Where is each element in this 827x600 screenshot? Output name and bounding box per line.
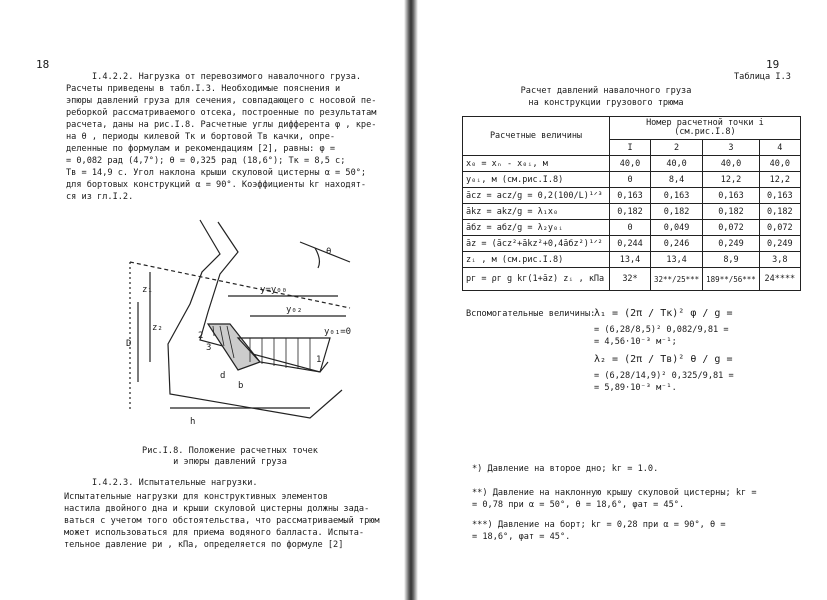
header-group-line: (см.рис.I.8) — [674, 127, 736, 137]
calculation-table — [462, 116, 801, 291]
table-row — [463, 188, 801, 204]
label-z2: z₂ — [152, 323, 163, 333]
table-cell: 0,163 — [651, 188, 703, 204]
row-label: āz = (ācz²+ākz²+0,4āбz²)¹ᐟ² — [463, 236, 610, 252]
table-cell: 40,0 — [759, 156, 800, 172]
paragraph-line: эпюры давлений груза для сечения, совпадающего с носовой пе- — [66, 96, 377, 106]
row-label: ācz = acz/g = 0,2(100/L)¹ᐟ³ — [463, 188, 610, 204]
label-h: h — [190, 417, 196, 427]
table-cell: 0,163 — [610, 188, 651, 204]
left-page — [0, 0, 412, 600]
table-cell: 0,249 — [703, 236, 760, 252]
aux-heading: Вспомогательные величины: — [466, 309, 596, 319]
table-cell: 12,2 — [759, 172, 800, 188]
table-cell: 0,182 — [651, 204, 703, 220]
table-cell: 0,244 — [610, 236, 651, 252]
table-row — [463, 220, 801, 236]
header-left: Расчетные величины — [463, 117, 610, 156]
aux-formula: = (6,28/8,5)² 0,082/9,81 = — [594, 325, 729, 335]
table-title-line: на конструкции грузового трюма — [528, 98, 684, 108]
table-cell: 32**/25*** — [651, 268, 703, 291]
theta-arc — [315, 248, 319, 268]
table-cell: 0 — [610, 172, 651, 188]
table-cell: 0,072 — [703, 220, 760, 236]
column-header: 3 — [703, 140, 760, 156]
table-cell: 0,182 — [759, 204, 800, 220]
section-heading: I.4.2.2. Нагрузка от перевозимого навалочного груза. — [92, 72, 362, 82]
theta-reference-line — [300, 242, 350, 262]
label-point-2: 2 — [198, 331, 204, 341]
table-cell: 13,4 — [651, 252, 703, 268]
table-row — [463, 252, 801, 268]
paragraph-line: Расчеты приведены в табл.I.3. Необходимые пояснения и — [66, 84, 341, 94]
table-cell: 32* — [610, 268, 651, 291]
table-row — [463, 156, 801, 172]
footnote: *) Давление на второе дно; kг = 1.0. — [472, 464, 659, 474]
footnote: = 18,6°, φат = 45°. — [472, 532, 571, 542]
table-cell: 8,4 — [651, 172, 703, 188]
paragraph-line: деленные по формулам и рекомендациям [2], равны: φ = — [66, 144, 336, 154]
right-page — [416, 0, 827, 600]
footnote: ***) Давление на борт; kг = 0,28 при α = 90°, θ = — [472, 520, 726, 530]
table-cell: 0,182 — [703, 204, 760, 220]
figure-pressure-diagram — [110, 212, 370, 434]
aux-formula: λ₁ = (2π / Tк)² φ / g = — [594, 308, 733, 319]
table-title-line: Расчет давлений навалочного груза — [520, 86, 692, 96]
figure-caption-line: и эпюры давлений груза — [173, 457, 287, 467]
aux-formula: λ₂ = (2π / Tв)² θ / g = — [594, 354, 733, 365]
paragraph-line: настила двойного дна и крыши скуловой цистерны должны зада- — [64, 504, 370, 514]
table-cell: 0,249 — [759, 236, 800, 252]
paragraph-line: Испытательные нагрузки для конструктивных элементов — [64, 492, 328, 502]
table-header-row — [463, 117, 801, 140]
label-z1: z₁ — [142, 285, 153, 295]
table-label: Таблица I.3 — [734, 72, 791, 82]
table-cell: 12,2 — [703, 172, 760, 188]
page-number-right: 19 — [766, 58, 780, 71]
table-cell: 0,246 — [651, 236, 703, 252]
paragraph-line: для бортовых конструкций α = 90°. Коэффициенты kг находят- — [66, 180, 367, 190]
table-cell: 40,0 — [651, 156, 703, 172]
table-cell: 8,9 — [703, 252, 760, 268]
paragraph-line: ваться с учетом того обстоятельства, что рассматриваемый трюм — [64, 516, 380, 526]
cargo-surface-line — [130, 262, 350, 308]
label-y02: y₀₂ — [286, 305, 303, 315]
label-D: D — [126, 339, 132, 349]
row-label: ākz = akz/g = λ₁x₀ — [463, 204, 610, 220]
label-y01: y₀₁=0 — [324, 327, 352, 337]
table-cell: 0,163 — [703, 188, 760, 204]
paragraph-line: может использоваться для приема водяного балласта. Испыта- — [64, 528, 365, 538]
column-header: I — [610, 140, 651, 156]
footnote: = 0,78 при α = 50°, θ = 18,6°, φат = 45°. — [472, 500, 685, 510]
column-header: 2 — [651, 140, 703, 156]
label-d: d — [220, 371, 226, 381]
label-b: b — [238, 381, 244, 391]
table-row — [463, 236, 801, 252]
pressure-epure-slope — [208, 324, 260, 370]
inner-outline — [200, 222, 328, 372]
column-header: 4 — [759, 140, 800, 156]
row-label: x₀ = xₙ - x₀ᵢ, м — [463, 156, 610, 172]
table-row — [463, 204, 801, 220]
label-point-1: 1 — [316, 355, 322, 365]
table-cell: 13,4 — [610, 252, 651, 268]
aux-formula: = 5,89·10⁻³ м⁻¹. — [594, 383, 677, 393]
table-row — [463, 268, 801, 291]
aux-formula: = 4,56·10⁻³ м⁻¹; — [594, 337, 677, 347]
paragraph-line: Tв = 14,9 с. Угол наклона крыши скуловой цистерны α = 50°; — [66, 168, 367, 178]
paragraph-line: = 0,082 рад (4,7°); θ = 0,325 рад (18,6°); Tк = 8,5 с; — [66, 156, 346, 166]
table-cell: 40,0 — [703, 156, 760, 172]
header-group — [610, 117, 801, 140]
table-cell: 0,182 — [610, 204, 651, 220]
paragraph-line: реборкой рассматриваемого отсека, построенные по результатам — [66, 108, 377, 118]
header-group-line: Номер расчетной точки i — [646, 118, 764, 128]
row-label: āбz = aбz/g = λ₂y₀ᵢ — [463, 220, 610, 236]
table-cell: 0,049 — [651, 220, 703, 236]
table-cell: 0 — [610, 220, 651, 236]
paragraph-line: на θ , периоды килевой Tк и бортовой Tв качки, опре- — [66, 132, 336, 142]
section-heading-2: I.4.2.3. Испытательные нагрузки. — [92, 478, 258, 488]
row-label: pг = ρг g kг(1+āz) zᵢ , кПа — [463, 268, 610, 291]
label-theta: θ — [326, 247, 332, 257]
paragraph-line: тельное давление pи , кПа, определяется по формуле [2] — [64, 540, 344, 550]
table-cell: 24**** — [759, 268, 800, 291]
row-label: zᵢ , м (см.рис.I.8) — [463, 252, 610, 268]
paragraph-line: расчета, даны на рис.I.8. Расчетные углы дифферента φ , кре- — [66, 120, 377, 130]
table-cell: 3,8 — [759, 252, 800, 268]
page-number-left: 18 — [36, 58, 50, 71]
label-y: y=y₀₀ — [260, 285, 288, 295]
table-cell: 189**/56*** — [703, 268, 760, 291]
row-label: y₀ᵢ, м (см.рис.I.8) — [463, 172, 610, 188]
footnote: **) Давление на наклонную крышу скуловой цистерны; kг = — [472, 488, 757, 498]
aux-formula: = (6,28/14,9)² 0,325/9,81 = — [594, 371, 734, 381]
table-cell: 40,0 — [610, 156, 651, 172]
label-point-3: 3 — [206, 343, 212, 353]
figure-caption-line: Рис.I.8. Положение расчетных точек — [142, 446, 318, 456]
paragraph-line: ся из гл.I.2. — [66, 192, 134, 202]
table-cell: 0,163 — [759, 188, 800, 204]
table-cell: 0,072 — [759, 220, 800, 236]
table-row — [463, 172, 801, 188]
